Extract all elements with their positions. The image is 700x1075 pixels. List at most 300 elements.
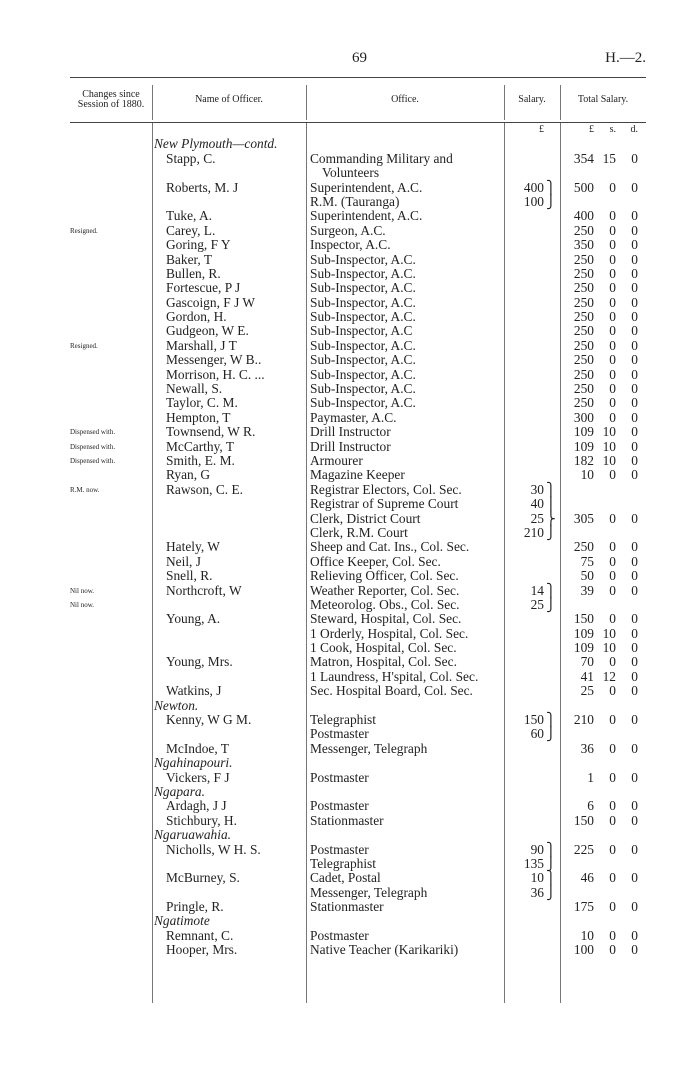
office-title: Sub-Inspector, A.C. [310,252,416,267]
total-shillings: 0 [609,352,616,368]
salary-table [70,77,646,1003]
office-title: Weather Reporter, Col. Sec. [310,583,460,598]
total-shillings: 10 [602,438,616,454]
brace-glyph: ⎪ [546,496,556,512]
salary-amount: 40 [530,496,544,512]
office-title: Sub-Inspector, A.C. [310,396,416,411]
table-row [70,353,646,367]
office-title: Postmaster [310,770,369,785]
table-body [70,123,646,1003]
office-title: Registrar Electors, Col. Sec. [310,482,462,497]
total-pounds: 50 [580,568,594,584]
table-row [70,742,646,756]
total-pence: 0 [631,654,638,670]
section-heading: Newton. [154,698,199,713]
officer-name: Kenny, W G M. [166,713,252,728]
change-note: Resigned. [70,341,98,350]
total-pounds: 354 [573,150,594,166]
officer-name: Marshall, J T [166,338,237,353]
changes-header: Changes since Session of 1880. [77,89,145,110]
total-shillings: 0 [609,179,616,195]
total-pounds: 350 [573,237,594,253]
table-row [70,900,646,914]
total-pounds: 250 [573,280,594,296]
table-row [70,209,646,223]
office-title: Clerk, District Court [310,511,421,526]
officer-name: Newall, S. [166,382,223,397]
total-shillings: 15 [602,150,616,166]
table-row [70,843,646,857]
table-row [70,152,646,166]
office-title: Commanding Military and [310,151,453,166]
total-pounds: 250 [573,294,594,310]
total-pounds: 1 [587,769,594,785]
total-pence: 0 [631,812,638,828]
officer-name: Pringle, R. [166,900,224,915]
total-pence: 0 [631,841,638,857]
column-divider [560,85,561,120]
pence-unit: d. [630,124,638,135]
table-row [70,555,646,569]
salary-amount: 90 [530,841,544,857]
total-pence: 0 [631,280,638,296]
officer-name: Gordon, H. [166,310,227,325]
table-row [70,540,646,554]
office-title: Relieving Officer, Col. Sec. [310,569,459,584]
total-pounds: 41 [580,668,594,684]
officer-name: Roberts, M. J [166,180,239,195]
table-row [70,684,646,698]
brace-glyph: ⎬ [546,510,556,526]
office-title: Drill Instructor [310,425,391,440]
office-title: R.M. (Tauranga) [310,194,400,209]
brace-glyph: ⎫ [546,481,556,497]
office-title: Surgeon, A.C. [310,223,386,238]
officer-name: Goring, F Y [166,238,231,253]
officer-name: Baker, T [166,252,213,267]
total-pounds: 6 [587,798,594,814]
total-pence: 0 [631,251,638,267]
office-title: Sub-Inspector, A.C. [310,338,416,353]
total-pence: 0 [631,467,638,483]
total-pence: 0 [631,582,638,598]
total-pence: 0 [631,337,638,353]
total-pounds: 10 [580,927,594,943]
table-row [70,886,646,900]
office-title: Drill Instructor [310,439,391,454]
total-pounds: 250 [573,323,594,339]
total-pounds: 150 [573,611,594,627]
total-pounds: 500 [573,179,594,195]
office-title: 1 Orderly, Hospital, Col. Sec. [310,626,469,641]
section-heading-row [70,828,646,842]
total-shillings: 0 [609,769,616,785]
table-row [70,598,646,612]
officer-name: Young, A. [166,612,221,627]
officer-name: Morrison, H. C. ... [166,367,265,382]
table-row [70,871,646,885]
total-pounds: 250 [573,265,594,281]
salary-amount: 25 [530,596,544,612]
total-pounds: 46 [580,870,594,886]
total-pence: 0 [631,208,638,224]
total-shillings: 0 [609,870,616,886]
pounds-unit: £ [589,124,594,135]
total-shillings: 0 [609,899,616,915]
table-row [70,641,646,655]
page-number: 69 [352,50,367,66]
total-shillings: 0 [609,798,616,814]
total-pence: 0 [631,150,638,166]
total-shillings: 0 [609,337,616,353]
office-title: Magazine Keeper [310,468,405,483]
table-row [70,497,646,511]
officer-name: Fortescue, P J [166,281,241,296]
total-pence: 0 [631,942,638,958]
salary-currency: £ [539,124,544,135]
section-heading: New Plymouth—contd. [154,137,278,152]
table-row [70,425,646,439]
total-pence: 0 [631,366,638,382]
table-row [70,627,646,641]
office-title: Telegraphist [310,856,376,871]
officer-name: Vickers, F J [166,770,230,785]
section-heading: Ngaruawahia. [154,828,232,843]
total-pounds: 225 [573,841,594,857]
table-row [70,382,646,396]
total-pence: 0 [631,712,638,728]
total-pence: 0 [631,323,638,339]
officer-name: Hately, W [166,540,220,555]
officer-name: Snell, R. [166,569,213,584]
table-row [70,454,646,468]
office-title: Matron, Hospital, Col. Sec. [310,655,457,670]
salary-amount: 10 [530,870,544,886]
office-title: Sub-Inspector, A.C. [310,281,416,296]
change-note: Dispensed with. [70,442,116,451]
table-row [70,857,646,871]
table-row [70,612,646,626]
total-shillings: 0 [609,366,616,382]
salary-amount: 100 [523,193,544,209]
table-rows [70,137,646,957]
total-pounds: 400 [573,208,594,224]
brace-glyph: ⎫ [546,179,556,195]
total-shillings: 0 [609,812,616,828]
office-title: Sub-Inspector, A.C. [310,266,416,281]
total-shillings: 0 [609,395,616,411]
brace-glyph: ⎭ [546,726,556,742]
officer-name: Townsend, W R. [166,425,256,440]
brace-glyph: ⎭ [546,855,556,871]
table-row [70,368,646,382]
officer-name: Hooper, Mrs. [166,943,238,958]
total-pence: 0 [631,395,638,411]
total-shillings: 0 [609,740,616,756]
change-note: R.M. now. [70,485,100,494]
brace-glyph: ⎫ [546,712,556,728]
table-row [70,238,646,252]
table-row [70,440,646,454]
salary-amount: 400 [523,179,544,195]
brace-glyph: ⎫ [546,870,556,886]
office-title: Postmaster [310,799,369,814]
total-pounds: 109 [573,625,594,641]
salary-amount: 14 [530,582,544,598]
total-shillings: 0 [609,539,616,555]
section-heading: Ngatimote [154,914,210,929]
total-pounds: 250 [573,309,594,325]
total-pence: 0 [631,683,638,699]
office-title: Inspector, A.C. [310,238,391,253]
change-note: Nil now. [70,586,95,595]
total-pence: 0 [631,740,638,756]
section-heading-row [70,914,646,928]
change-note: Dispensed with. [70,456,116,465]
salary-amount: 210 [523,524,544,540]
total-pence: 0 [631,870,638,886]
salary-amount: 60 [530,726,544,742]
office-title: Sub-Inspector, A.C [310,324,413,339]
total-pence: 0 [631,222,638,238]
total-shillings: 0 [609,712,616,728]
total-pence: 0 [631,510,638,526]
total-pounds: 210 [573,712,594,728]
total-shillings: 0 [609,927,616,943]
officer-name: McIndoe, T [166,741,229,756]
total-pence: 0 [631,424,638,440]
column-divider [504,85,505,120]
brace-glyph: ⎭ [546,524,556,540]
total-pounds: 250 [573,366,594,382]
total-shillings: 0 [609,942,616,958]
total-pounds: 109 [573,640,594,656]
officer-name: Stapp, C. [166,151,216,166]
table-row [70,814,646,828]
total-pence: 0 [631,409,638,425]
office-title: Superintendent, A.C. [310,209,423,224]
table-row [70,670,646,684]
total-shillings: 10 [602,452,616,468]
total-pounds: 10 [580,467,594,483]
brace-glyph: ⎭ [546,193,556,209]
brace-glyph: ⎫ [546,841,556,857]
total-pounds: 250 [573,395,594,411]
total-pounds: 250 [573,337,594,353]
table-row [70,411,646,425]
total-shillings: 0 [609,222,616,238]
total-pence: 0 [631,640,638,656]
table-row [70,727,646,741]
total-shillings: 0 [609,237,616,253]
total-pence: 0 [631,668,638,684]
total-pounds: 250 [573,381,594,397]
salary-amount: 36 [530,884,544,900]
total-shillings: 0 [609,841,616,857]
total-pence: 0 [631,179,638,195]
table-row [70,195,646,209]
total-shillings: 0 [609,467,616,483]
table-row [70,799,646,813]
total-shillings: 10 [602,640,616,656]
total-shillings: 0 [609,208,616,224]
table-row [70,339,646,353]
name-header: Name of Officer. [195,94,263,105]
total-pounds: 250 [573,539,594,555]
office-title: Postmaster [310,928,369,943]
office-title: Sheep and Cat. Ins., Col. Sec. [310,540,470,555]
office-title: Registrar of Supreme Court [310,497,459,512]
office-title: Stationmaster [310,813,384,828]
total-shillings: 0 [609,294,616,310]
table-row [70,267,646,281]
total-pence: 0 [631,769,638,785]
total-shillings: 0 [609,611,616,627]
officer-name: Nicholls, W H. S. [166,842,261,857]
officer-name: Young, Mrs. [166,655,233,670]
office-title: Meteorolog. Obs., Col. Sec. [310,597,460,612]
total-pounds: 250 [573,352,594,368]
total-shillings: 0 [609,251,616,267]
brace-glyph: ⎫ [546,582,556,598]
office-title: Stationmaster [310,900,384,915]
table-row [70,324,646,338]
total-pence: 0 [631,237,638,253]
total-shillings: 0 [609,323,616,339]
officer-name: Ardagh, J J [166,799,227,814]
officer-name: Neil, J [166,554,201,569]
total-pounds: 70 [580,654,594,670]
table-row [70,310,646,324]
total-pence: 0 [631,438,638,454]
table-row [70,253,646,267]
table-row [70,943,646,957]
officer-name: Taylor, C. M. [166,396,238,411]
total-pounds: 150 [573,812,594,828]
brace-glyph: ⎭ [546,884,556,900]
total-pence: 0 [631,294,638,310]
total-shillings: 0 [609,510,616,526]
table-row [70,584,646,598]
office-title: Telegraphist [310,713,376,728]
office-title: Native Teacher (Karikariki) [310,943,459,958]
total-shillings: 0 [609,568,616,584]
office-title: Sub-Inspector, A.C. [310,382,416,397]
salary-amount: 150 [523,712,544,728]
officer-name: Hempton, T [166,410,231,425]
document-reference: H.—2. [605,50,646,66]
office-title: Messenger, Telegraph [310,741,428,756]
office-title: Office Keeper, Col. Sec. [310,554,441,569]
total-shillings: 0 [609,553,616,569]
total-pence: 0 [631,927,638,943]
salary-header: Salary. [518,94,546,105]
total-pence: 0 [631,381,638,397]
table-header [70,77,646,123]
office-header: Office. [391,94,419,105]
change-note: Dispensed with. [70,428,116,437]
officer-name: McCarthy, T [166,439,235,454]
officer-name: Remnant, C. [166,928,234,943]
total-pence: 0 [631,539,638,555]
table-row [70,526,646,540]
total-pounds: 305 [573,510,594,526]
total-pounds: 100 [573,942,594,958]
total-pence: 0 [631,352,638,368]
table-row [70,569,646,583]
office-title: Postmaster [310,727,369,742]
office-title: Sub-Inspector, A.C. [310,367,416,382]
total-pounds: 300 [573,409,594,425]
office-title: Messenger, Telegraph [310,885,428,900]
section-heading-row [70,699,646,713]
office-title: Sub-Inspector, A.C. [310,295,416,310]
total-pence: 0 [631,611,638,627]
office-title: Sub-Inspector, A.C. [310,353,416,368]
change-note: Resigned. [70,226,98,235]
office-title: Volunteers [322,166,380,181]
officer-name: Rawson, C. E. [166,482,243,497]
table-row [70,713,646,727]
salary-amount: 30 [530,481,544,497]
total-shillings: 0 [609,409,616,425]
officer-name: Gudgeon, W E. [166,324,249,339]
officer-name: Messenger, W B.. [166,353,262,368]
officer-name: Gascoign, F J W [166,295,256,310]
officer-name: Ryan, G [166,468,211,483]
total-pence: 0 [631,798,638,814]
total-shillings: 0 [609,683,616,699]
officer-name: Bullen, R. [166,266,221,281]
table-row [70,181,646,195]
office-title: Superintendent, A.C. [310,180,423,195]
table-row [70,224,646,238]
table-row [70,396,646,410]
total-pounds: 25 [580,683,594,699]
office-title: Postmaster [310,842,369,857]
section-heading-row [70,785,646,799]
officer-name: Stichbury, H. [166,813,237,828]
total-salary-header: Total Salary. [577,94,629,105]
change-note: Nil now. [70,600,95,609]
total-pounds: 250 [573,222,594,238]
currency-row [70,123,646,137]
office-title: 1 Laundress, H'spital, Col. Sec. [310,669,479,684]
office-title: 1 Cook, Hospital, Col. Sec. [310,641,457,656]
total-pounds: 250 [573,251,594,267]
brace-glyph: ⎭ [546,596,556,612]
table-row [70,468,646,482]
total-pounds: 182 [573,452,594,468]
officer-name: Northcroft, W [166,583,242,598]
officer-name: Smith, E. M. [166,453,235,468]
officer-name: Carey, L. [166,223,216,238]
shillings-unit: s. [609,124,616,135]
total-pence: 0 [631,899,638,915]
total-pence: 0 [631,309,638,325]
total-pounds: 109 [573,438,594,454]
salary-amount: 135 [523,855,544,871]
salary-amount: 25 [530,510,544,526]
section-heading: Ngapara. [154,784,205,799]
total-shillings: 0 [609,381,616,397]
total-shillings: 10 [602,424,616,440]
section-heading-row [70,137,646,151]
total-pounds: 75 [580,553,594,569]
table-row [70,296,646,310]
table-row [70,771,646,785]
page-header [0,50,700,72]
